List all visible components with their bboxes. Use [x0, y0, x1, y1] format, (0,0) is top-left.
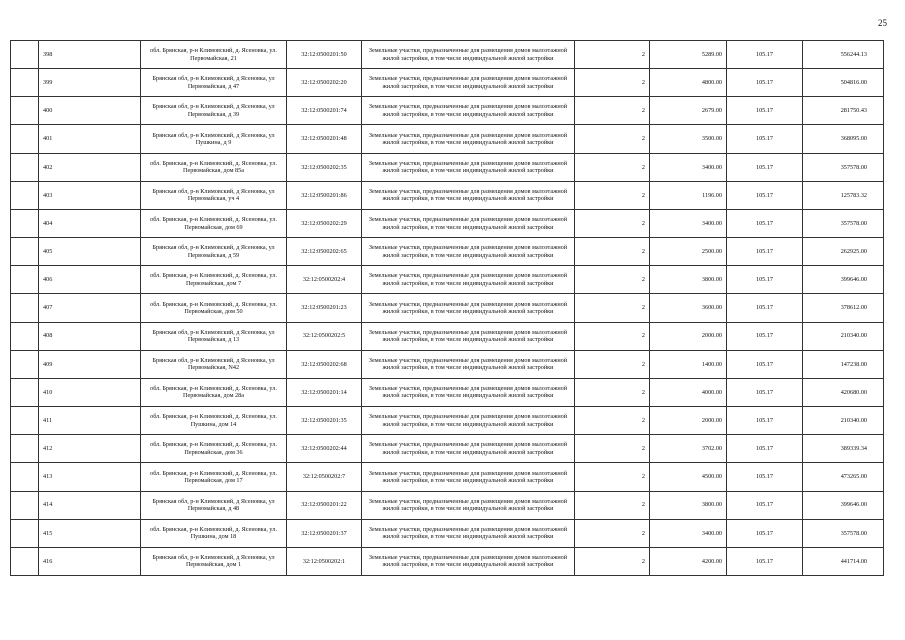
- land-use-category-cell: Земельные участки, предназначенные для размещения домов малоэтажной жилой застройки, в том числе индивидуальной жилой застройки: [362, 41, 575, 69]
- table-row: [11, 153, 884, 181]
- group-number-cell: 2: [575, 463, 650, 491]
- cadastral-number-cell: 32:12:0500202:4: [287, 266, 362, 294]
- cadastral-value-cell: 357578.00: [803, 519, 884, 547]
- table-row: [11, 435, 884, 463]
- row-number-cell: 415: [39, 519, 141, 547]
- group-number-cell: 2: [575, 41, 650, 69]
- group-number-cell: 2: [575, 181, 650, 209]
- address-cell: обл. Брянская, р-н Климовский, д. Ясеновка, ул. Первомайская, дом 50: [141, 294, 287, 322]
- table-row: [11, 125, 884, 153]
- group-number-cell: 2: [575, 125, 650, 153]
- register-body: [11, 41, 884, 576]
- group-number-cell: 2: [575, 350, 650, 378]
- cadastral-number-cell: 32:12:0500202:29: [287, 209, 362, 237]
- land-use-category-cell: Земельные участки, предназначенные для размещения домов малоэтажной жилой застройки, в том числе индивидуальной жилой застройки: [362, 266, 575, 294]
- land-use-category-cell: Земельные участки, предназначенные для размещения домов малоэтажной жилой застройки, в том числе индивидуальной жилой застройки: [362, 69, 575, 97]
- table-row: [11, 97, 884, 125]
- blank-cell: [11, 350, 39, 378]
- row-number-cell: 410: [39, 378, 141, 406]
- blank-cell: [11, 491, 39, 519]
- cadastral-value-cell: 147238.00: [803, 350, 884, 378]
- row-number-cell: 408: [39, 322, 141, 350]
- cadastral-number-cell: 32:12:0500201:37: [287, 519, 362, 547]
- specific-value-cell: 105.17: [727, 435, 803, 463]
- specific-value-cell: 105.17: [727, 322, 803, 350]
- cadastral-number-cell: 32:12:0500201:22: [287, 491, 362, 519]
- table-row: [11, 378, 884, 406]
- area-cell: 3400.00: [650, 519, 727, 547]
- cadastral-number-cell: 32:12:0500201:14: [287, 378, 362, 406]
- table-row: [11, 547, 884, 575]
- table-row: [11, 322, 884, 350]
- cadastral-value-cell: 378612.00: [803, 294, 884, 322]
- land-use-category-cell: Земельные участки, предназначенные для размещения домов малоэтажной жилой застройки, в том числе индивидуальной жилой застройки: [362, 181, 575, 209]
- cadastral-number-cell: 32:12:0500202:35: [287, 153, 362, 181]
- specific-value-cell: 105.17: [727, 547, 803, 575]
- blank-cell: [11, 378, 39, 406]
- row-number-cell: 407: [39, 294, 141, 322]
- cadastral-number-cell: 32:12:0500201:74: [287, 97, 362, 125]
- address-cell: Брянская обл, р-н Климовский, д Ясеновка, ул Первомайская, д 13: [141, 322, 287, 350]
- blank-cell: [11, 209, 39, 237]
- address-cell: обл. Брянская, р-н Климовский, д. Ясеновка, ул. Первомайская, дом 7: [141, 266, 287, 294]
- cadastral-number-cell: 32:12:0500202:7: [287, 463, 362, 491]
- specific-value-cell: 105.17: [727, 97, 803, 125]
- cadastral-value-cell: 210340.00: [803, 322, 884, 350]
- row-number-cell: 406: [39, 266, 141, 294]
- row-number-cell: 412: [39, 435, 141, 463]
- table-row: [11, 519, 884, 547]
- cadastral-value-cell: 556244.13: [803, 41, 884, 69]
- land-use-category-cell: Земельные участки, предназначенные для размещения домов малоэтажной жилой застройки, в том числе индивидуальной жилой застройки: [362, 491, 575, 519]
- row-number-cell: 409: [39, 350, 141, 378]
- group-number-cell: 2: [575, 153, 650, 181]
- address-cell: Брянская обл, р-н Климовский, д Ясеновка, ул Первомайская, дом 1: [141, 547, 287, 575]
- cadastral-value-cell: 357578.00: [803, 153, 884, 181]
- blank-cell: [11, 181, 39, 209]
- area-cell: 5289.00: [650, 41, 727, 69]
- area-cell: 2679.00: [650, 97, 727, 125]
- row-number-cell: 403: [39, 181, 141, 209]
- land-use-category-cell: Земельные участки, предназначенные для размещения домов малоэтажной жилой застройки, в том числе индивидуальной жилой застройки: [362, 350, 575, 378]
- specific-value-cell: 105.17: [727, 209, 803, 237]
- blank-cell: [11, 463, 39, 491]
- area-cell: 3800.00: [650, 266, 727, 294]
- cadastral-number-cell: 32:12:0500201:50: [287, 41, 362, 69]
- cadastral-value-cell: 420680.00: [803, 378, 884, 406]
- land-use-category-cell: Земельные участки, предназначенные для размещения домов малоэтажной жилой застройки, в том числе индивидуальной жилой застройки: [362, 463, 575, 491]
- specific-value-cell: 105.17: [727, 153, 803, 181]
- blank-cell: [11, 238, 39, 266]
- land-use-category-cell: Земельные участки, предназначенные для размещения домов малоэтажной жилой застройки, в том числе индивидуальной жилой застройки: [362, 97, 575, 125]
- land-use-category-cell: Земельные участки, предназначенные для размещения домов малоэтажной жилой застройки, в том числе индивидуальной жилой застройки: [362, 407, 575, 435]
- area-cell: 1196.00: [650, 181, 727, 209]
- blank-cell: [11, 266, 39, 294]
- table-row: [11, 294, 884, 322]
- cadastral-value-cell: 473265.00: [803, 463, 884, 491]
- row-number-cell: 413: [39, 463, 141, 491]
- group-number-cell: 2: [575, 97, 650, 125]
- table-row: [11, 181, 884, 209]
- land-use-category-cell: Земельные участки, предназначенные для размещения домов малоэтажной жилой застройки, в том числе индивидуальной жилой застройки: [362, 322, 575, 350]
- address-cell: обл. Брянская, р-н Климовский, д. Ясеновка, ул. Пушкина, дом 18: [141, 519, 287, 547]
- address-cell: обл. Брянская, р-н Климовский, д. Ясеновка, ул. Первомайская, дом 85а: [141, 153, 287, 181]
- area-cell: 4000.00: [650, 378, 727, 406]
- specific-value-cell: 105.17: [727, 41, 803, 69]
- cadastral-number-cell: 32:12:0500202:20: [287, 69, 362, 97]
- table-row: [11, 491, 884, 519]
- cadastral-value-cell: 441714.00: [803, 547, 884, 575]
- specific-value-cell: 105.17: [727, 407, 803, 435]
- area-cell: 1400.00: [650, 350, 727, 378]
- land-use-category-cell: Земельные участки, предназначенные для размещения домов малоэтажной жилой застройки, в том числе индивидуальной жилой застройки: [362, 153, 575, 181]
- address-cell: Брянская обл, р-н Климовский, д Ясеновка, ул Первомайская, д 39: [141, 97, 287, 125]
- specific-value-cell: 105.17: [727, 519, 803, 547]
- specific-value-cell: 105.17: [727, 238, 803, 266]
- cadastral-value-cell: 281750.43: [803, 97, 884, 125]
- land-use-category-cell: Земельные участки, предназначенные для размещения домов малоэтажной жилой застройки, в том числе индивидуальной жилой застройки: [362, 125, 575, 153]
- address-cell: обл. Брянская, р-н Климовский, д. Ясеновка, ул. Первомайская, дом 17: [141, 463, 287, 491]
- row-number-cell: 400: [39, 97, 141, 125]
- address-cell: Брянская обл, р-н Климовский, д Ясеновка, ул Пушкина, д 9: [141, 125, 287, 153]
- land-use-category-cell: Земельные участки, предназначенные для размещения домов малоэтажной жилой застройки, в том числе индивидуальной жилой застройки: [362, 378, 575, 406]
- blank-cell: [11, 69, 39, 97]
- row-number-cell: 411: [39, 407, 141, 435]
- land-use-category-cell: Земельные участки, предназначенные для размещения домов малоэтажной жилой застройки, в том числе индивидуальной жилой застройки: [362, 435, 575, 463]
- specific-value-cell: 105.17: [727, 125, 803, 153]
- land-register-table: [10, 40, 884, 576]
- cadastral-value-cell: 357578.00: [803, 209, 884, 237]
- specific-value-cell: 105.17: [727, 266, 803, 294]
- cadastral-value-cell: 504816.00: [803, 69, 884, 97]
- blank-cell: [11, 407, 39, 435]
- cadastral-number-cell: 32:12:0500201:35: [287, 407, 362, 435]
- area-cell: 3800.00: [650, 491, 727, 519]
- address-cell: обл. Брянская, р-н Климовский, д. Ясеновка, ул. Первомайская, дом 36: [141, 435, 287, 463]
- cadastral-number-cell: 32:12:0500202:5: [287, 322, 362, 350]
- cadastral-value-cell: 210340.00: [803, 407, 884, 435]
- blank-cell: [11, 125, 39, 153]
- area-cell: 3600.00: [650, 294, 727, 322]
- address-cell: Брянская обл, р-н Климовский, д Ясеновка, ул Первомайская, д 47: [141, 69, 287, 97]
- group-number-cell: 2: [575, 491, 650, 519]
- area-cell: 4200.00: [650, 547, 727, 575]
- cadastral-value-cell: 389339.34: [803, 435, 884, 463]
- cadastral-number-cell: 32:12:0500202:68: [287, 350, 362, 378]
- group-number-cell: 2: [575, 69, 650, 97]
- cadastral-value-cell: 399646.00: [803, 491, 884, 519]
- group-number-cell: 2: [575, 209, 650, 237]
- area-cell: 3400.00: [650, 153, 727, 181]
- area-cell: 2000.00: [650, 322, 727, 350]
- page-number: 25: [878, 18, 887, 28]
- land-use-category-cell: Земельные участки, предназначенные для размещения домов малоэтажной жилой застройки, в том числе индивидуальной жилой застройки: [362, 238, 575, 266]
- address-cell: Брянская обл, р-н Климовский, д Ясеновка, ул Первомайская, д 48: [141, 491, 287, 519]
- blank-cell: [11, 41, 39, 69]
- specific-value-cell: 105.17: [727, 69, 803, 97]
- cadastral-number-cell: 32:12:0500202:44: [287, 435, 362, 463]
- blank-cell: [11, 519, 39, 547]
- area-cell: 3400.00: [650, 209, 727, 237]
- blank-cell: [11, 322, 39, 350]
- group-number-cell: 2: [575, 407, 650, 435]
- address-cell: обл. Брянская, р-н Климовский, д. Ясеновка, ул. Пушкина, дом 14: [141, 407, 287, 435]
- land-use-category-cell: Земельные участки, предназначенные для размещения домов малоэтажной жилой застройки, в том числе индивидуальной жилой застройки: [362, 519, 575, 547]
- area-cell: 2500.00: [650, 238, 727, 266]
- cadastral-value-cell: 125783.32: [803, 181, 884, 209]
- table-row: [11, 41, 884, 69]
- land-use-category-cell: Земельные участки, предназначенные для размещения домов малоэтажной жилой застройки, в том числе индивидуальной жилой застройки: [362, 209, 575, 237]
- group-number-cell: 2: [575, 547, 650, 575]
- cadastral-number-cell: 32:12:0500202:1: [287, 547, 362, 575]
- area-cell: 3500.00: [650, 125, 727, 153]
- address-cell: Брянская обл, р-н Климовский, д Ясеновка, ул Первомайская, д 59: [141, 238, 287, 266]
- blank-cell: [11, 294, 39, 322]
- specific-value-cell: 105.17: [727, 181, 803, 209]
- table-row: [11, 407, 884, 435]
- table-row: [11, 238, 884, 266]
- row-number-cell: 416: [39, 547, 141, 575]
- table-row: [11, 350, 884, 378]
- cadastral-value-cell: 399646.00: [803, 266, 884, 294]
- group-number-cell: 2: [575, 519, 650, 547]
- group-number-cell: 2: [575, 266, 650, 294]
- row-number-cell: 414: [39, 491, 141, 519]
- land-use-category-cell: Земельные участки, предназначенные для размещения домов малоэтажной жилой застройки, в том числе индивидуальной жилой застройки: [362, 294, 575, 322]
- row-number-cell: 404: [39, 209, 141, 237]
- table-row: [11, 209, 884, 237]
- area-cell: 4800.00: [650, 69, 727, 97]
- specific-value-cell: 105.17: [727, 294, 803, 322]
- address-cell: обл. Брянская, р-н Климовский, д. Ясеновка, ул. Первомайская, дом 69: [141, 209, 287, 237]
- row-number-cell: 399: [39, 69, 141, 97]
- blank-cell: [11, 547, 39, 575]
- address-cell: Брянская обл, р-н Климовский, д Ясеновка, ул Первомайская, уч 4: [141, 181, 287, 209]
- cadastral-value-cell: 368095.00: [803, 125, 884, 153]
- group-number-cell: 2: [575, 294, 650, 322]
- area-cell: 2000.00: [650, 407, 727, 435]
- blank-cell: [11, 97, 39, 125]
- group-number-cell: 2: [575, 378, 650, 406]
- group-number-cell: 2: [575, 238, 650, 266]
- row-number-cell: 402: [39, 153, 141, 181]
- table-row: [11, 69, 884, 97]
- table-row: [11, 463, 884, 491]
- row-number-cell: 398: [39, 41, 141, 69]
- row-number-cell: 405: [39, 238, 141, 266]
- cadastral-value-cell: 262925.00: [803, 238, 884, 266]
- blank-cell: [11, 153, 39, 181]
- group-number-cell: 2: [575, 322, 650, 350]
- specific-value-cell: 105.17: [727, 378, 803, 406]
- table-row: [11, 266, 884, 294]
- cadastral-number-cell: 32:12:0500201:48: [287, 125, 362, 153]
- area-cell: 4500.00: [650, 463, 727, 491]
- specific-value-cell: 105.17: [727, 491, 803, 519]
- area-cell: 3702.00: [650, 435, 727, 463]
- land-use-category-cell: Земельные участки, предназначенные для размещения домов малоэтажной жилой застройки, в том числе индивидуальной жилой застройки: [362, 547, 575, 575]
- cadastral-number-cell: 32:12:0500201:23: [287, 294, 362, 322]
- address-cell: обл. Брянская, р-н Климовский, д. Ясеновка, ул. Первомайская, 21: [141, 41, 287, 69]
- cadastral-number-cell: 32:12:0500202:65: [287, 238, 362, 266]
- specific-value-cell: 105.17: [727, 463, 803, 491]
- address-cell: Брянская обл, р-н Климовский, д Ясеновка, ул Первомайская, N42: [141, 350, 287, 378]
- blank-cell: [11, 435, 39, 463]
- specific-value-cell: 105.17: [727, 350, 803, 378]
- row-number-cell: 401: [39, 125, 141, 153]
- group-number-cell: 2: [575, 435, 650, 463]
- cadastral-number-cell: 32:12:0500201:86: [287, 181, 362, 209]
- address-cell: обл. Брянская, р-н Климовский, д. Ясеновка, ул. Первомайская, дом 28а: [141, 378, 287, 406]
